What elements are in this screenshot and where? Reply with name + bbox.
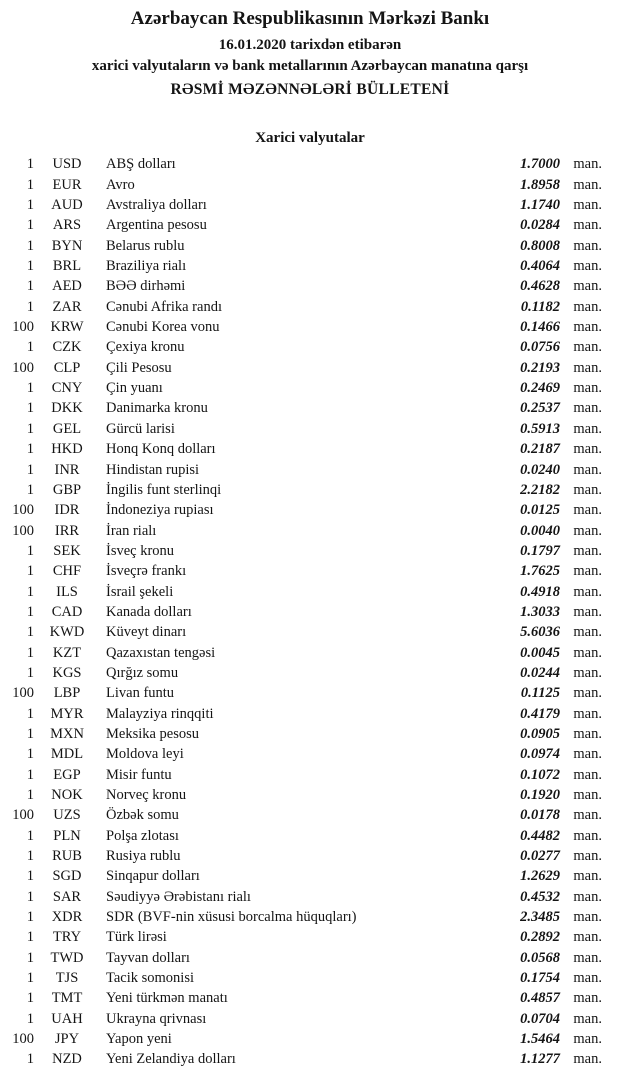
- rate-row: [0, 1009, 620, 1029]
- quantity: 1: [26, 258, 34, 275]
- unit-label: man.: [573, 319, 602, 336]
- rate-value: 0.0244: [520, 664, 560, 681]
- unit-label: man.: [573, 461, 602, 478]
- currency-name: BƏƏ dirhəmi: [106, 278, 186, 295]
- currency-name: Misir funtu: [106, 766, 172, 783]
- quantity: 1: [26, 725, 34, 742]
- currency-name: Kanada dolları: [106, 603, 192, 620]
- unit-label: man.: [573, 725, 602, 742]
- unit-label: man.: [573, 888, 602, 905]
- rate-value: 1.1277: [520, 1051, 560, 1068]
- currency-code: SAR: [52, 888, 82, 905]
- rate-value: 0.1797: [520, 542, 560, 559]
- quantity: 1: [26, 888, 34, 905]
- unit-label: man.: [573, 522, 602, 539]
- rate-row: [0, 643, 620, 663]
- currency-name: İsveç kronu: [106, 542, 175, 559]
- unit-label: man.: [573, 583, 602, 600]
- rate-row: [0, 887, 620, 907]
- rate-row: [0, 846, 620, 866]
- unit-label: man.: [573, 258, 602, 275]
- currency-code: XDR: [51, 909, 83, 926]
- rate-row: [0, 276, 620, 296]
- rate-value: 0.2469: [520, 380, 560, 397]
- rate-value: 0.1182: [520, 298, 560, 315]
- rate-value: 0.0178: [520, 807, 560, 824]
- currency-code: ILS: [56, 583, 78, 600]
- rate-row: [0, 866, 620, 886]
- rate-row: [0, 602, 620, 622]
- rate-value: 0.0284: [520, 217, 560, 234]
- rate-row: [0, 236, 620, 256]
- currency-name: İndoneziya rupiası: [106, 502, 214, 519]
- quantity: 100: [12, 522, 34, 539]
- currency-name: Hindistan rupisi: [106, 461, 200, 478]
- rate-value: 0.1072: [520, 766, 560, 783]
- currency-name: İsrail şekeli: [106, 583, 174, 600]
- rate-row: [0, 297, 620, 317]
- rate-value: 0.4064: [520, 258, 560, 275]
- unit-label: man.: [573, 156, 602, 173]
- rate-row: [0, 317, 620, 337]
- currency-code: UAH: [51, 1010, 83, 1027]
- rate-value: 1.1740: [520, 197, 560, 214]
- quantity: 100: [12, 807, 34, 824]
- rate-value: 0.0240: [520, 461, 560, 478]
- unit-label: man.: [573, 929, 602, 946]
- currency-name: Polşa zlotası: [106, 827, 179, 844]
- rate-row: [0, 704, 620, 724]
- currency-name: Küveyt dinarı: [106, 624, 187, 641]
- rate-value: 0.0905: [520, 725, 560, 742]
- currency-name: Qazaxıstan tengəsi: [106, 644, 216, 661]
- rate-value: 1.2629: [520, 868, 560, 885]
- currency-code: TJS: [55, 970, 79, 987]
- quantity: 1: [26, 380, 34, 397]
- quantity: 100: [12, 1031, 34, 1048]
- unit-label: man.: [573, 949, 602, 966]
- rate-value: 0.5913: [520, 420, 560, 437]
- rate-value: 0.4918: [520, 583, 560, 600]
- unit-label: man.: [573, 787, 602, 803]
- quantity: 1: [26, 481, 34, 498]
- rate-value: 1.3033: [520, 603, 560, 620]
- currency-code: GEL: [52, 420, 82, 437]
- rate-row: [0, 521, 620, 541]
- currency-name: Çin yuanı: [106, 380, 163, 397]
- quantity: 1: [26, 746, 34, 763]
- rate-row: [0, 927, 620, 947]
- quantity: 1: [26, 705, 34, 722]
- quantity: 1: [26, 909, 34, 926]
- currency-name: Argentina pesosu: [106, 217, 207, 234]
- rate-row: [0, 826, 620, 846]
- effective-date: 16.01.2020 tarixdən etibarən: [218, 36, 402, 53]
- currency-code: DKK: [51, 400, 83, 417]
- unit-label: man.: [573, 868, 602, 885]
- quantity: 1: [26, 603, 34, 620]
- rate-row: [0, 1049, 620, 1069]
- rate-value: 0.4179: [520, 705, 560, 722]
- currency-name: Tayvan dolları: [106, 949, 190, 966]
- rate-value: 0.1920: [520, 787, 560, 803]
- currency-name: Özbək somu: [106, 807, 179, 824]
- quantity: 1: [26, 929, 34, 946]
- rate-row: [0, 968, 620, 988]
- currency-code: TRY: [52, 929, 82, 946]
- currency-code: ARS: [52, 217, 82, 234]
- currency-name: Danimarka kronu: [106, 400, 208, 417]
- unit-label: man.: [573, 848, 602, 865]
- currency-code: EGP: [53, 766, 81, 783]
- quantity: 100: [12, 359, 34, 376]
- rate-row: [0, 988, 620, 1008]
- currency-name: Ukrayna qrivnası: [106, 1010, 207, 1027]
- quantity: 1: [26, 868, 34, 885]
- rate-value: 0.2193: [520, 359, 560, 376]
- rate-row: [0, 154, 620, 174]
- currency-code: BYN: [51, 237, 83, 254]
- unit-label: man.: [573, 298, 602, 315]
- unit-label: man.: [573, 644, 602, 661]
- rate-row: [0, 785, 620, 805]
- currency-name: Çexiya kronu: [106, 339, 185, 356]
- quantity: 1: [26, 420, 34, 437]
- unit-label: man.: [573, 542, 602, 559]
- document-subtitle: xarici valyutaların və bank metallarının Azərbaycan manatına qarşı: [91, 57, 529, 74]
- rate-value: 0.8008: [520, 237, 560, 254]
- rate-value: 0.0568: [520, 949, 560, 966]
- currency-code: GBP: [52, 481, 82, 498]
- rate-value: 0.1125: [520, 685, 560, 702]
- currency-code: KWD: [49, 624, 85, 641]
- unit-label: man.: [573, 1051, 602, 1068]
- rate-row: [0, 337, 620, 357]
- quantity: 1: [26, 624, 34, 641]
- currency-code: MXN: [50, 725, 84, 742]
- rate-value: 0.1466: [520, 319, 560, 336]
- currency-code: IDR: [54, 502, 80, 519]
- quantity: 1: [26, 970, 34, 987]
- quantity: 1: [26, 542, 34, 559]
- unit-label: man.: [573, 176, 602, 193]
- rate-value: 0.0125: [520, 502, 560, 519]
- rate-value: 2.2182: [520, 481, 560, 498]
- rate-value: 1.7000: [520, 156, 560, 173]
- rate-row: [0, 765, 620, 785]
- unit-label: man.: [573, 827, 602, 844]
- currency-name: Yeni Zelandiya dolları: [106, 1051, 236, 1068]
- quantity: 1: [26, 1051, 34, 1068]
- currency-name: Meksika pesosu: [106, 725, 200, 742]
- quantity: 1: [26, 787, 34, 803]
- currency-name: Gürcü larisi: [106, 420, 175, 437]
- quantity: 1: [26, 298, 34, 315]
- unit-label: man.: [573, 359, 602, 376]
- rate-row: [0, 256, 620, 276]
- unit-label: man.: [573, 237, 602, 254]
- currency-code: HKD: [51, 441, 83, 458]
- currency-code: MDL: [50, 746, 84, 763]
- rate-value: 0.0974: [520, 746, 560, 763]
- quantity: 1: [26, 848, 34, 865]
- currency-code: BRL: [52, 258, 82, 275]
- rate-row: [0, 358, 620, 378]
- unit-label: man.: [573, 339, 602, 356]
- rate-value: 0.4482: [520, 827, 560, 844]
- currency-code: KRW: [50, 319, 84, 336]
- unit-label: man.: [573, 1031, 602, 1048]
- rate-row: [0, 480, 620, 500]
- currency-name: Malayziya rinqqiti: [106, 705, 214, 722]
- unit-label: man.: [573, 766, 602, 783]
- currency-name: Moldova leyi: [106, 746, 184, 763]
- currency-code: RUB: [52, 848, 82, 865]
- currency-name: Tacik somonisi: [106, 970, 194, 987]
- currency-code: KZT: [52, 644, 82, 661]
- currency-code: SEK: [53, 542, 81, 559]
- unit-label: man.: [573, 563, 602, 580]
- unit-label: man.: [573, 603, 602, 620]
- unit-label: man.: [573, 441, 602, 458]
- currency-code: INR: [54, 461, 80, 478]
- unit-label: man.: [573, 909, 602, 926]
- unit-label: man.: [573, 217, 602, 234]
- rate-row: [0, 622, 620, 642]
- unit-label: man.: [573, 197, 602, 214]
- rate-value: 0.4532: [520, 888, 560, 905]
- currency-code: TMT: [51, 990, 83, 1007]
- currency-name: İran rialı: [106, 522, 157, 539]
- rate-row: [0, 683, 620, 703]
- rate-value: 1.7625: [520, 563, 560, 580]
- currency-name: Braziliya rialı: [106, 258, 187, 275]
- quantity: 1: [26, 1010, 34, 1027]
- quantity: 1: [26, 664, 34, 681]
- currency-name: Çili Pesosu: [106, 359, 172, 376]
- quantity: 1: [26, 400, 34, 417]
- rate-value: 0.1754: [520, 970, 560, 987]
- currency-code: USD: [52, 156, 82, 173]
- currency-code: ZAR: [52, 298, 82, 315]
- rate-value: 0.0040: [520, 522, 560, 539]
- quantity: 100: [12, 319, 34, 336]
- quantity: 1: [26, 827, 34, 844]
- currency-code: CLP: [53, 359, 81, 376]
- rate-row: [0, 907, 620, 927]
- rate-value: 0.2187: [520, 441, 560, 458]
- currency-code: AED: [52, 278, 82, 295]
- unit-label: man.: [573, 624, 602, 641]
- currency-code: IRR: [54, 522, 80, 539]
- rate-row: [0, 439, 620, 459]
- unit-label: man.: [573, 400, 602, 417]
- rate-row: [0, 398, 620, 418]
- currency-code: PLN: [53, 827, 81, 844]
- unit-label: man.: [573, 807, 602, 824]
- rate-row: [0, 582, 620, 602]
- rate-row: [0, 561, 620, 581]
- quantity: 1: [26, 644, 34, 661]
- currency-name: Sinqapur dolları: [106, 868, 200, 885]
- rate-value: 0.4857: [520, 990, 560, 1007]
- rate-row: [0, 805, 620, 825]
- rate-row: [0, 724, 620, 744]
- rates-table-body: [0, 154, 620, 1069]
- rate-row: [0, 460, 620, 480]
- unit-label: man.: [573, 481, 602, 498]
- rate-value: 0.0277: [520, 848, 560, 865]
- currency-code: TWD: [50, 949, 84, 966]
- currency-code: NZD: [52, 1051, 82, 1068]
- quantity: 1: [26, 176, 34, 193]
- rate-value: 1.5464: [520, 1031, 560, 1048]
- quantity: 100: [12, 502, 34, 519]
- currency-code: CZK: [52, 339, 82, 356]
- unit-label: man.: [573, 502, 602, 519]
- quantity: 1: [26, 563, 34, 580]
- currency-name: SDR (BVF-nin xüsusi borcalma hüquqları): [106, 909, 357, 926]
- currency-code: LBP: [53, 685, 81, 702]
- currency-name: Belarus rublu: [106, 237, 185, 254]
- unit-label: man.: [573, 970, 602, 987]
- rate-value: 0.0045: [520, 644, 560, 661]
- currency-name: Qırğız somu: [106, 664, 179, 681]
- quantity: 1: [26, 278, 34, 295]
- currency-name: Cənubi Afrika randı: [106, 298, 222, 315]
- document-header: [0, 7, 620, 99]
- unit-label: man.: [573, 278, 602, 295]
- currency-name: Yeni türkmən manatı: [106, 990, 228, 1007]
- quantity: 1: [26, 197, 34, 214]
- currency-name: İsveçrə frankı: [106, 563, 187, 580]
- currency-code: CNY: [51, 380, 83, 397]
- currency-name: İngilis funt sterlinqi: [106, 481, 222, 498]
- currency-code: EUR: [52, 176, 82, 193]
- currency-name: Avstraliya dolları: [106, 197, 207, 214]
- unit-label: man.: [573, 705, 602, 722]
- currency-code: AUD: [51, 197, 83, 214]
- quantity: 100: [12, 685, 34, 702]
- quantity: 1: [26, 156, 34, 173]
- currency-code: JPY: [54, 1031, 80, 1048]
- currency-code: CAD: [51, 603, 83, 620]
- unit-label: man.: [573, 420, 602, 437]
- rate-row: [0, 948, 620, 968]
- currency-code: SGD: [52, 868, 82, 885]
- unit-label: man.: [573, 664, 602, 681]
- rate-row: [0, 419, 620, 439]
- currency-code: KGS: [52, 664, 82, 681]
- currency-code: NOK: [51, 787, 83, 803]
- rate-row: [0, 195, 620, 215]
- rate-row: [0, 663, 620, 683]
- unit-label: man.: [573, 1010, 602, 1027]
- currency-code: CHF: [52, 563, 82, 580]
- currency-name: Səudiyyə Ərəbistanı rialı: [106, 888, 251, 905]
- rate-value: 1.8958: [520, 176, 560, 193]
- currency-name: Yapon yeni: [106, 1031, 172, 1048]
- currency-name: Avro: [106, 176, 135, 193]
- quantity: 1: [26, 237, 34, 254]
- quantity: 1: [26, 461, 34, 478]
- rate-value: 5.6036: [520, 624, 560, 641]
- unit-label: man.: [573, 380, 602, 397]
- rate-value: 0.2537: [520, 400, 560, 417]
- bulletin-title: RƏSMİ MƏZƏNNƏLƏRİ BÜLLETENİ: [170, 80, 450, 98]
- rate-row: [0, 215, 620, 235]
- rate-value: 2.3485: [520, 909, 560, 926]
- quantity: 1: [26, 217, 34, 234]
- quantity: 1: [26, 949, 34, 966]
- rate-value: 0.0756: [520, 339, 560, 356]
- currency-code: UZS: [53, 807, 81, 824]
- currency-name: Rusiya rublu: [106, 848, 181, 865]
- currency-name: ABŞ dolları: [106, 156, 176, 173]
- rate-row: [0, 744, 620, 764]
- unit-label: man.: [573, 990, 602, 1007]
- quantity: 1: [26, 990, 34, 1007]
- quantity: 1: [26, 583, 34, 600]
- section-title-foreign-currencies: Xarici valyutalar: [255, 130, 365, 147]
- quantity: 1: [26, 339, 34, 356]
- currency-name: Norveç kronu: [106, 787, 187, 803]
- currency-name: Honq Konq dolları: [106, 441, 216, 458]
- currency-name: Cənubi Korea vonu: [106, 319, 220, 336]
- rate-row: [0, 175, 620, 195]
- rate-row: [0, 500, 620, 520]
- bank-name: Azərbaycan Respublikasının Mərkəzi Bankı: [130, 8, 490, 29]
- currency-name: Livan funtu: [106, 685, 175, 702]
- quantity: 1: [26, 766, 34, 783]
- rate-row: [0, 378, 620, 398]
- rate-value: 0.2892: [520, 929, 560, 946]
- rate-value: 0.4628: [520, 278, 560, 295]
- rate-value: 0.0704: [520, 1010, 560, 1027]
- unit-label: man.: [573, 746, 602, 763]
- rate-row: [0, 541, 620, 561]
- currency-code: MYR: [50, 705, 84, 722]
- unit-label: man.: [573, 685, 602, 702]
- currency-name: Türk lirəsi: [106, 929, 167, 946]
- quantity: 1: [26, 441, 34, 458]
- rate-row: [0, 1029, 620, 1049]
